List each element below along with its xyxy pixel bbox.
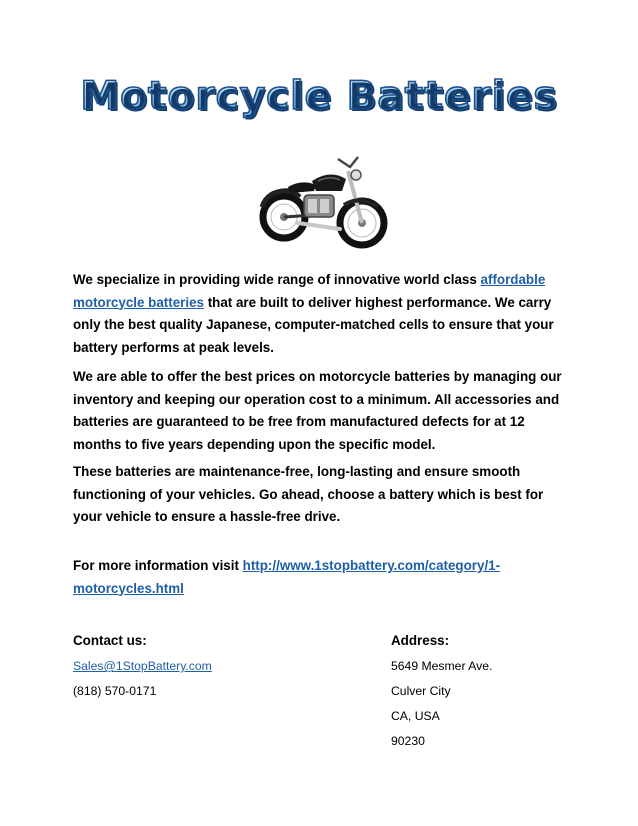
pricing-paragraph: We are able to offer the best prices on motorcycle batteries by managing our inventory and keeping our operation cost to a minimum. All accessories and batteries are guaranteed to be free from manufactured defects for at 12 months to five years depending upon the specific model. [73,369,562,452]
address-state: CA, USA [391,709,440,723]
motorcycle-image [252,145,392,255]
motorcycle-icon [252,145,392,255]
address-zip: 90230 [391,734,425,748]
address-street: 5649 Mesmer Ave. [391,659,493,673]
contact-section [73,630,333,708]
intro-paragraph [73,269,573,359]
contact-email-link[interactable] [73,658,333,674]
address-section [391,630,591,758]
more-info-label: For more information visit [73,558,243,573]
contact-phone: (818) 570-0171 [73,684,157,698]
intro-text-before: We specialize in providing wide range of innovative world class [73,272,481,287]
benefits-paragraph: These batteries are maintenance-free, long-lasting and ensure smooth functioning of your vehicles. Go ahead, choose a battery which is best for your vehicle to ensure a hassle-free drive. [73,464,544,524]
category-url-link[interactable]: http://www.1stopbattery.com/category/1-motorcycles.html [73,558,501,596]
intro-text-after: that are built to deliver highest performance. We carry only the best quality Japanese, computer-matched cells to ensure that your battery performs at peak levels. [73,294,554,355]
page-title-text: Motorcycle Batteries [80,74,558,119]
page-title [0,72,638,122]
address-city: Culver City [391,684,451,698]
more-info-paragraph [73,555,573,600]
address-heading: Address: [391,633,450,648]
affordable-batteries-link[interactable]: affordable motorcycle batteries [73,272,546,310]
contact-email[interactable]: Sales@1StopBattery.com [73,659,212,673]
contact-heading: Contact us: [73,633,147,648]
